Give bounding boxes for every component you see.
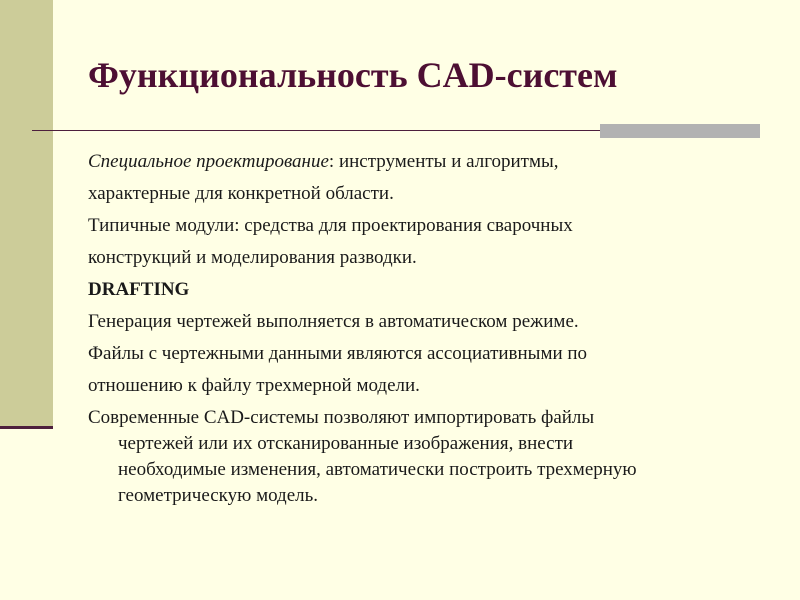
body-line-1 <box>88 146 778 178</box>
last-paragraph-line-3: необходимые изменения, автоматически построить трехмерную <box>118 459 637 480</box>
slide-body <box>88 146 778 509</box>
body-line-7: Файлы с чертежными данными являются ассоциативными по <box>88 343 588 364</box>
body-line-6: Генерация чертежей выполняется в автоматическом режиме. <box>88 311 579 332</box>
last-paragraph <box>88 402 778 509</box>
body-line-1-rest: : инструменты и алгоритмы, <box>328 151 559 172</box>
left-decorative-band <box>0 0 53 428</box>
left-band-underline <box>0 426 53 429</box>
italic-term: Специальное проектирование <box>88 151 329 172</box>
drafting-heading: DRAFTING <box>88 279 190 300</box>
last-paragraph-line-2: чертежей или их отсканированные изображения, внести <box>118 433 574 454</box>
last-paragraph-line-4: геометрическую модель. <box>118 485 319 506</box>
body-line-2: характерные для конкретной области. <box>88 183 394 204</box>
body-line-8: отношению к файлу трехмерной модели. <box>88 375 420 396</box>
body-line-3: Типичные модули: средства для проектирования сварочных <box>88 215 573 236</box>
slide-title: Функциональность CAD-систем <box>88 55 618 95</box>
body-line-4: конструкций и моделирования разводки. <box>88 247 417 268</box>
last-paragraph-line-1: Современные CAD-системы позволяют импортировать файлы <box>88 407 595 428</box>
title-divider-block <box>600 124 760 138</box>
